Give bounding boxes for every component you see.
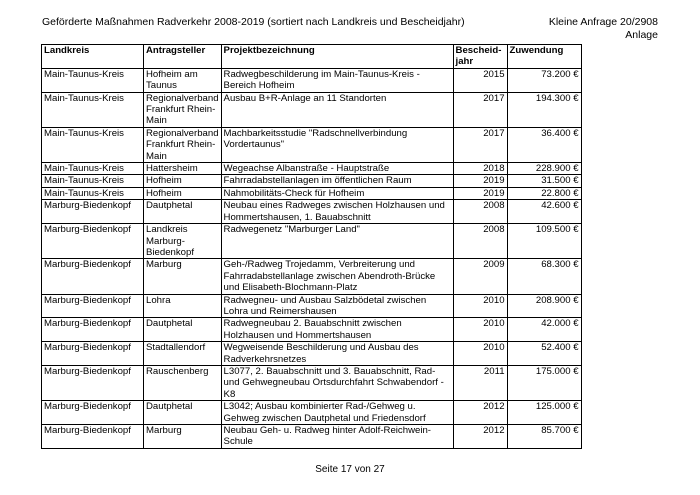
cell-zuwendung: 109.500 € xyxy=(507,224,581,259)
cell-antragsteller: Hofheim am Taunus xyxy=(144,68,222,92)
cell-antragsteller: Lohra xyxy=(144,294,222,318)
cell-jahr: 2012 xyxy=(453,401,507,425)
table-row xyxy=(42,200,582,224)
cell-landkreis: Main-Taunus-Kreis xyxy=(42,175,144,187)
cell-jahr: 2010 xyxy=(453,294,507,318)
cell-projekt: Nahmobilitäts-Check für Hofheim xyxy=(221,187,453,199)
table-row xyxy=(42,401,582,425)
cell-projekt: Radwegneu- und Ausbau Salzbödetal zwischen Lohra und Reimershausen xyxy=(221,294,453,318)
cell-jahr: 2018 xyxy=(453,163,507,175)
cell-zuwendung: 208.900 € xyxy=(507,294,581,318)
cell-landkreis: Main-Taunus-Kreis xyxy=(42,187,144,199)
cell-landkreis: Main-Taunus-Kreis xyxy=(42,163,144,175)
cell-landkreis: Marburg-Biedenkopf xyxy=(42,425,144,449)
table-row xyxy=(42,365,582,400)
cell-landkreis: Marburg-Biedenkopf xyxy=(42,318,144,342)
cell-landkreis: Marburg-Biedenkopf xyxy=(42,365,144,400)
cell-projekt: Machbarkeitsstudie "Radschnellverbindung Vordertaunus" xyxy=(221,127,453,162)
cell-antragsteller: Dautphetal xyxy=(144,401,222,425)
cell-antragsteller: Landkreis Marburg-Biedenkopf xyxy=(144,224,222,259)
cell-jahr: 2019 xyxy=(453,187,507,199)
cell-jahr: 2019 xyxy=(453,175,507,187)
cell-landkreis: Marburg-Biedenkopf xyxy=(42,401,144,425)
cell-jahr: 2017 xyxy=(453,92,507,127)
cell-zuwendung: 42.000 € xyxy=(507,318,581,342)
col-header-projektbezeichnung: Projektbezeichnung xyxy=(221,45,453,69)
cell-landkreis: Marburg-Biedenkopf xyxy=(42,342,144,366)
cell-landkreis: Marburg-Biedenkopf xyxy=(42,294,144,318)
cell-zuwendung: 194.300 € xyxy=(507,92,581,127)
col-header-landkreis: Landkreis xyxy=(42,45,144,69)
cell-landkreis: Main-Taunus-Kreis xyxy=(42,92,144,127)
cell-projekt: Radwegenetz "Marburger Land" xyxy=(221,224,453,259)
cell-projekt: Ausbau B+R-Anlage an 11 Standorten xyxy=(221,92,453,127)
cell-antragsteller: Dautphetal xyxy=(144,318,222,342)
attachment-label: Anlage xyxy=(625,29,658,41)
cell-jahr: 2015 xyxy=(453,68,507,92)
cell-projekt: L3077, 2. Bauabschnitt und 3. Bauabschnitt, Rad- und Gehwegneubau Ortsdurchfahrt Schwabendorf - K8 xyxy=(221,365,453,400)
table-row xyxy=(42,224,582,259)
cell-antragsteller: Marburg xyxy=(144,425,222,449)
cell-zuwendung: 85.700 € xyxy=(507,425,581,449)
cell-antragsteller: Regionalverband Frankfurt Rhein-Main xyxy=(144,127,222,162)
table-row xyxy=(42,175,582,187)
cell-jahr: 2010 xyxy=(453,342,507,366)
table-row xyxy=(42,318,582,342)
cell-antragsteller: Marburg xyxy=(144,259,222,294)
cell-zuwendung: 175.000 € xyxy=(507,365,581,400)
cell-projekt: Radwegbeschilderung im Main-Taunus-Kreis - Bereich Hofheim xyxy=(221,68,453,92)
cell-landkreis: Marburg-Biedenkopf xyxy=(42,200,144,224)
cell-projekt: Neubau eines Radweges zwischen Holzhausen und Hommertshausen, 1. Bauabschnitt xyxy=(221,200,453,224)
cell-antragsteller: Regionalverband Frankfurt Rhein-Main xyxy=(144,92,222,127)
cell-projekt: Wegeachse Albanstraße - Hauptstraße xyxy=(221,163,453,175)
cell-zuwendung: 36.400 € xyxy=(507,127,581,162)
cell-jahr: 2008 xyxy=(453,200,507,224)
funding-table xyxy=(41,44,582,449)
cell-projekt: Geh-/Radweg Trojedamm, Verbreiterung und Fahrradabstellanlage zwischen Abendroth-Brücke und Elisabeth-Blochmann-Platz xyxy=(221,259,453,294)
cell-jahr: 2012 xyxy=(453,425,507,449)
col-header-zuwendung: Zuwendung xyxy=(507,45,581,69)
table-row xyxy=(42,163,582,175)
cell-landkreis: Marburg-Biedenkopf xyxy=(42,259,144,294)
cell-jahr: 2009 xyxy=(453,259,507,294)
cell-jahr: 2011 xyxy=(453,365,507,400)
cell-projekt: Neubau Geh- u. Radweg hinter Adolf-Reichwein-Schule xyxy=(221,425,453,449)
table-row xyxy=(42,68,582,92)
table-row xyxy=(42,294,582,318)
cell-antragsteller: Hofheim xyxy=(144,187,222,199)
cell-projekt: Fahrradabstellanlagen im öffentlichen Raum xyxy=(221,175,453,187)
cell-landkreis: Main-Taunus-Kreis xyxy=(42,68,144,92)
reference-block xyxy=(549,16,658,42)
cell-antragsteller: Rauschenberg xyxy=(144,365,222,400)
table-row xyxy=(42,92,582,127)
cell-zuwendung: 31.500 € xyxy=(507,175,581,187)
table-row xyxy=(42,342,582,366)
col-header-antragsteller: Antragsteller xyxy=(144,45,222,69)
table-header-row xyxy=(42,45,582,69)
col-header-bescheidjahr: Bescheid-jahr xyxy=(453,45,507,69)
inquiry-reference: Kleine Anfrage 20/2908 xyxy=(548,16,658,28)
document-title: Geförderte Maßnahmen Radverkehr 2008-2019 (sortiert nach Landkreis und Bescheidjahr) xyxy=(42,16,465,28)
cell-antragsteller: Hattersheim xyxy=(144,163,222,175)
cell-antragsteller: Stadtallendorf xyxy=(144,342,222,366)
table-row xyxy=(42,127,582,162)
cell-zuwendung: 228.900 € xyxy=(507,163,581,175)
cell-zuwendung: 52.400 € xyxy=(507,342,581,366)
cell-zuwendung: 42.600 € xyxy=(507,200,581,224)
cell-jahr: 2010 xyxy=(453,318,507,342)
cell-projekt: L3042; Ausbau kombinierter Rad-/Gehweg u. Gehweg zwischen Dautphetal und Friedensdorf xyxy=(221,401,453,425)
cell-projekt: Wegweisende Beschilderung und Ausbau des Radverkehrsnetzes xyxy=(221,342,453,366)
cell-projekt: Radwegneubau 2. Bauabschnitt zwischen Holzhausen und Hommertshausen xyxy=(221,318,453,342)
page-number: Seite 17 von 27 xyxy=(315,464,385,475)
cell-antragsteller: Dautphetal xyxy=(144,200,222,224)
cell-landkreis: Main-Taunus-Kreis xyxy=(42,127,144,162)
cell-jahr: 2017 xyxy=(453,127,507,162)
cell-zuwendung: 125.000 € xyxy=(507,401,581,425)
cell-jahr: 2008 xyxy=(453,224,507,259)
table-row xyxy=(42,187,582,199)
table-row xyxy=(42,259,582,294)
table-row xyxy=(42,425,582,449)
cell-zuwendung: 22.800 € xyxy=(507,187,581,199)
cell-zuwendung: 68.300 € xyxy=(507,259,581,294)
cell-zuwendung: 73.200 € xyxy=(507,68,581,92)
cell-antragsteller: Hofheim xyxy=(144,175,222,187)
cell-landkreis: Marburg-Biedenkopf xyxy=(42,224,144,259)
